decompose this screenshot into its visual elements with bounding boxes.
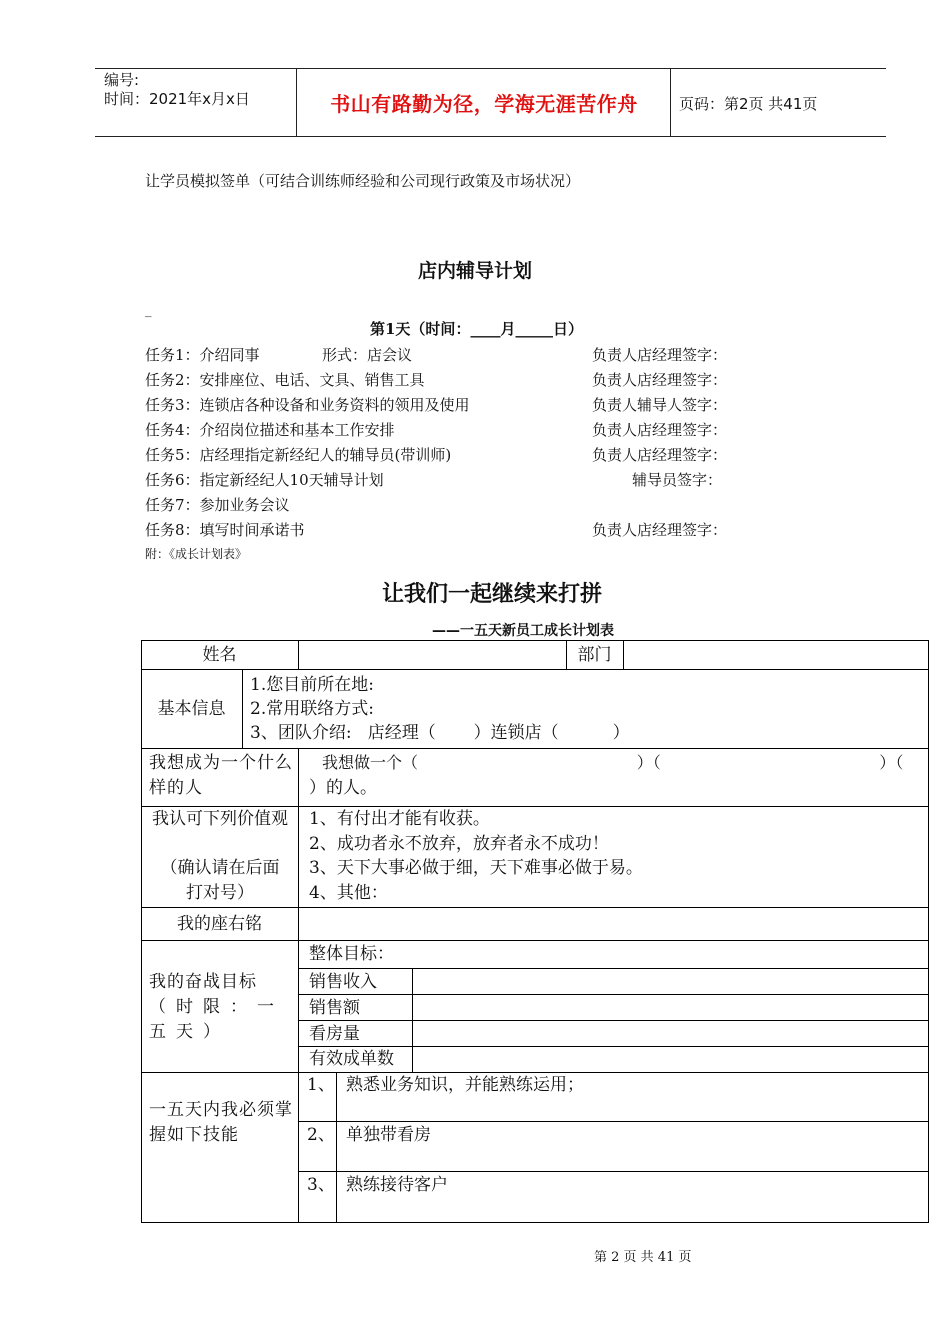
header-bottom-rule [95, 136, 886, 137]
task-name: 任务2：安排座位、电话、文具、销售工具 [145, 371, 425, 389]
task-form: 形式：店会议 [322, 346, 413, 364]
task-item [145, 368, 765, 393]
skill-number: 1、 [307, 1075, 335, 1095]
goal-row-label: 有效成单数 [309, 1049, 394, 1069]
task-sign: 负责人店经理签字： [592, 421, 728, 439]
goal-row-label: 销售收入 [309, 972, 377, 992]
table-border [928, 640, 929, 1223]
skill-number: 2、 [307, 1125, 335, 1145]
growth-plan-table [141, 640, 929, 1223]
goal-label: 我的奋战目标 [149, 972, 257, 992]
dept-label: 部门 [577, 645, 612, 665]
form-subtitle: ——一五天新员工成长计划表 [432, 623, 614, 639]
table-border [141, 1222, 929, 1223]
aspiration-line: ）的人。 [309, 778, 377, 798]
task-name: 任务6：指定新经纪人10天辅导计划 [145, 471, 384, 489]
skill-text: 熟练接待客户 [346, 1175, 448, 1195]
dash-mark: _ [145, 303, 152, 318]
col-divider [298, 640, 299, 669]
task-item [145, 393, 765, 418]
task-sign: 辅导员签字： [632, 471, 723, 489]
plan-title: 店内辅导计划 [417, 260, 532, 282]
values-note: （确认请在后面打对号） [160, 858, 280, 903]
values-label: 我认可下列价值观 [152, 809, 288, 829]
value-item: 2、成功者永不放弃，放弃者永不成功！ [309, 834, 609, 854]
row-divider [298, 1020, 929, 1021]
task-sign: 负责人店经理签字： [592, 346, 728, 364]
task-sign: 负责人店经理签字： [592, 521, 728, 539]
basic-info-line: 3、团队介绍: 店经理（ ）连锁店（ ） [250, 723, 630, 743]
task-item [145, 418, 765, 443]
col-divider [412, 968, 413, 1072]
name-label: 姓名 [202, 645, 237, 665]
task-name: 任务5：店经理指定新经纪人的辅导员(带训师) [145, 446, 452, 464]
time-label: 时间：2021年x月x日 [104, 90, 250, 108]
task-item [145, 468, 765, 493]
motto-label: 我的座右铭 [177, 914, 262, 934]
goal-row-label: 销售额 [309, 998, 360, 1018]
goal-row-label: 看房量 [309, 1024, 360, 1044]
task-item [145, 443, 765, 468]
task-sign: 负责人店经理签字： [592, 371, 728, 389]
row-divider [298, 968, 929, 969]
attachment-note: 附：《成长计划表》 [145, 547, 248, 561]
row-divider [298, 1171, 929, 1172]
row-divider [141, 669, 929, 670]
row-divider [298, 994, 929, 995]
task-item [145, 518, 765, 543]
basic-info-label: 基本信息 [157, 699, 226, 719]
value-item: 3、天下大事必做于细，天下难事必做于易。 [309, 858, 643, 878]
task-item [145, 493, 765, 518]
task-name: 任务8：填写时间承诺书 [145, 521, 305, 539]
skill-number: 3、 [307, 1175, 335, 1195]
goal-timeframe: （时限：一五天） [149, 997, 284, 1042]
col-divider [298, 748, 299, 1223]
header-motto: 书山有路勤为径，学海无涯苦作舟 [330, 92, 638, 116]
table-border [141, 640, 929, 641]
task-list [145, 343, 765, 543]
skill-text: 熟悉业务知识，并能熟练运用； [346, 1075, 584, 1095]
basic-info-line: 2.常用联络方式: [250, 699, 374, 719]
value-item: 4、其他： [309, 883, 388, 903]
skill-text: 单独带看房 [346, 1125, 431, 1145]
header-top-rule [95, 68, 886, 69]
task-sign: 负责人店经理签字： [592, 446, 728, 464]
serial-label: 编号: [104, 71, 140, 89]
aspiration-line: 我想做一个（ ）（ ）（ [322, 753, 904, 772]
task-name: 任务4：介绍岗位描述和基本工作安排 [145, 421, 395, 439]
task-name: 任务7：参加业务会议 [145, 496, 290, 514]
col-divider [242, 669, 243, 748]
task-name: 任务1：介绍同事 [145, 346, 260, 364]
row-divider [298, 1121, 929, 1122]
basic-info-line: 1.您目前所在地: [250, 675, 374, 695]
row-divider [141, 748, 929, 749]
header-page-info: 页码：第2页 共41页 [679, 95, 818, 113]
row-divider [141, 940, 929, 941]
col-divider [623, 640, 624, 669]
value-item: 1、有付出才能有收获。 [309, 809, 490, 829]
intro-text: 让学员模拟签单（可结合训练师经验和公司现行政策及市场状况） [145, 172, 581, 190]
skills-label: 一五天内我必须掌握如下技能 [149, 1100, 293, 1145]
slogan-title: 让我们一起继续来打拼 [381, 582, 602, 607]
header-meta [104, 71, 250, 109]
aspiration-label: 我想成为一个什么样的人 [149, 753, 293, 798]
task-sign: 负责人辅导人签字： [592, 396, 728, 414]
row-divider [141, 907, 929, 908]
task-item [145, 343, 765, 368]
page-footer: 第 2 页 共 41 页 [594, 1250, 692, 1265]
day-line: 第1天（时间：____月_____日） [370, 320, 583, 338]
task-name: 任务3：连锁店各种设备和业务资料的领用及使用 [145, 396, 470, 414]
goal-overall-label: 整体目标： [309, 944, 394, 964]
col-divider [336, 1072, 337, 1223]
